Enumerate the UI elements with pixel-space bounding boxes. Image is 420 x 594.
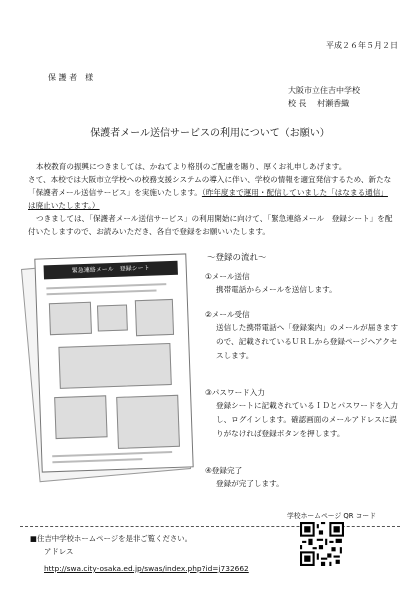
paragraph-1-greeting: 本校教育の振興につきましては、かねてより格別のご配慮を賜り、厚くお礼申しあげます。: [36, 162, 347, 171]
step-2-heading: ②メール受信: [205, 310, 250, 319]
footer-address-label: アドレス: [44, 547, 74, 556]
sheet-text-line: [52, 451, 172, 457]
sheet-text-line: [47, 289, 157, 295]
school-homepage-link[interactable]: http://swa.city-osaka.ed.jp/swas/index.php?id=j732662: [44, 564, 249, 573]
phone-illustration: [135, 299, 174, 336]
step-4-body: 登録が完了します。: [216, 479, 284, 488]
paragraph-1-note: （昨年度まで運用・配信していました「はなまる通信」は廃止いたします。）: [28, 188, 388, 210]
principal-name: 校 長 村瀬香織: [288, 99, 350, 108]
phone-illustration: [49, 302, 92, 335]
qr-code-label: 学校ホームページ QR コード: [287, 512, 377, 520]
paragraph-1-main: さて、本校では大阪市立学校への校務支援システムの導入に伴い、学校の情報を適宜発信するため、新たな「保護者メール送信サービス」を実施いたします。: [28, 175, 392, 197]
step-1-body: 携帯電話からメールを送信します。: [216, 285, 337, 294]
step-3-heading: ③パスワード入力: [205, 388, 265, 397]
paragraph-1: [28, 160, 393, 212]
instruction-illustration: [58, 343, 171, 389]
addressee: 保 護 者 様: [48, 73, 94, 82]
sheet-text-line: [46, 283, 166, 289]
envelope-illustration: [97, 305, 128, 332]
qr-code-icon[interactable]: [300, 522, 344, 566]
registration-sheet-image: [34, 253, 193, 472]
footer-note: ■住吉中学校ホームページを是非ご覧ください。: [30, 534, 193, 543]
step-3-body: 登録シートに記載されているＩＤとパスワードを入力し、ログインします。確認画面のメールアドレスに誤りがなければ登録ボタンを押します。: [216, 401, 399, 438]
sheet-text-line: [52, 458, 142, 463]
step-2-body: 送信した携帯電話へ「登録案内」のメールが届きますので、記載されているＵＲＬから登録ページへアクセスします。: [216, 323, 399, 360]
school-name: 大阪市立住吉中学校: [288, 86, 360, 95]
login-illustration: [116, 395, 180, 449]
flow-title: ～登録の流れ～: [207, 253, 267, 263]
document-title: 保護者メール送信サービスの利用について（お願い）: [90, 128, 330, 139]
paragraph-2: つきましては、「保護者メール送信サービス」の利用開始に向けて、「緊急連絡メール 登録シート」を配付いたしますので、お読みいただき、各自で登録をお願いいたします。: [28, 214, 393, 236]
sheet-header: 緊急連絡メール 登録シート: [44, 261, 178, 280]
phone-illustration: [54, 395, 107, 439]
document-date: 平成２６年５月２日: [326, 41, 398, 50]
step-4-heading: ④登録完了: [205, 466, 243, 475]
step-1-heading: ①メール送信: [205, 272, 250, 281]
